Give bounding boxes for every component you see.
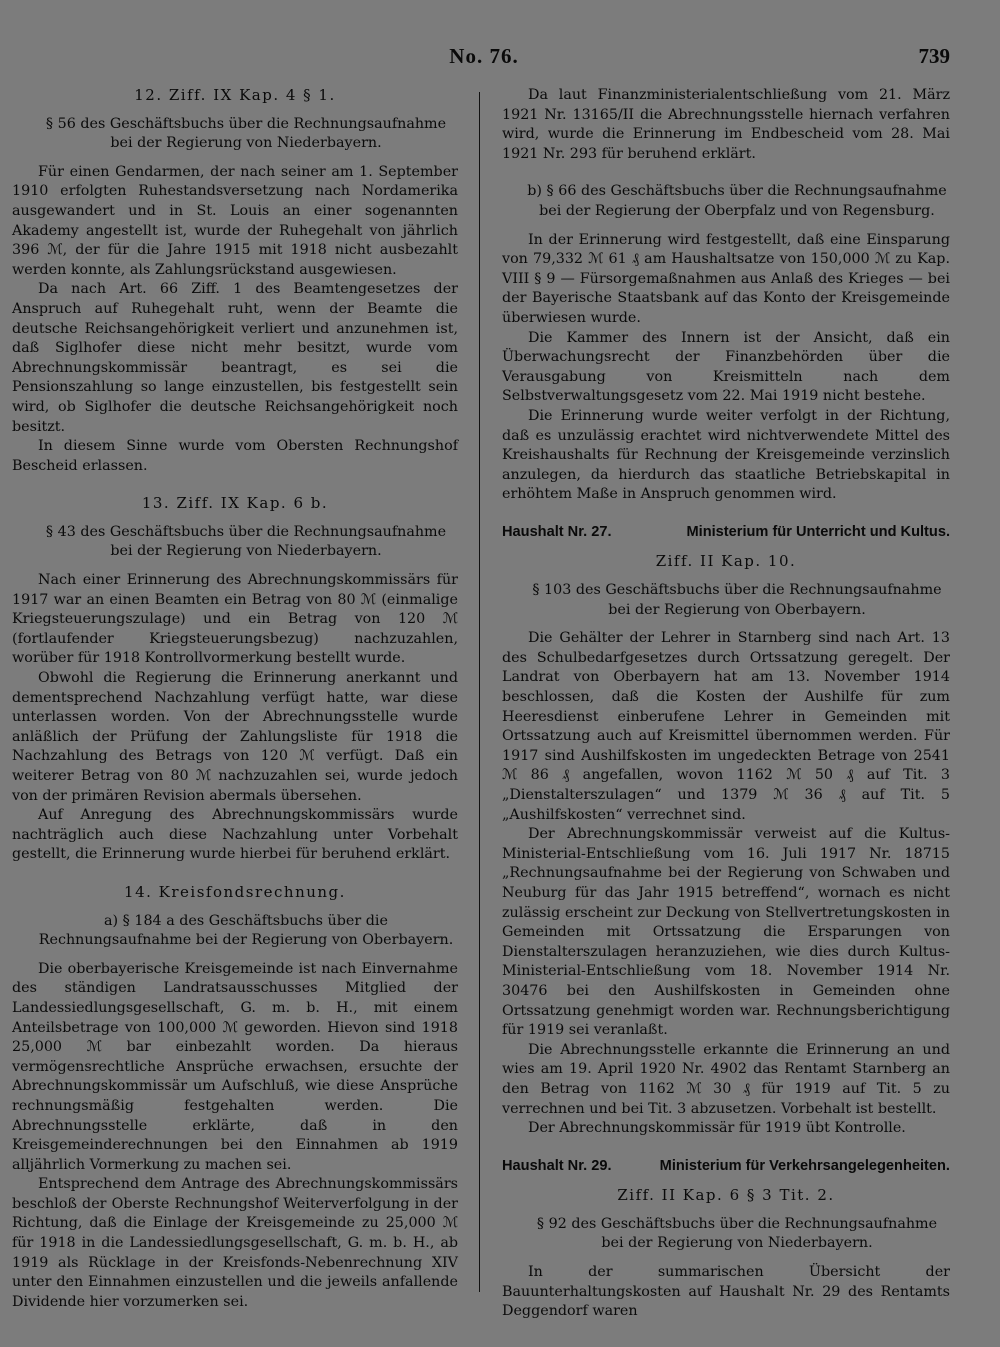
budget-heading [502, 523, 950, 543]
section-gap [502, 164, 950, 182]
paragraph: Die Kammer des Innern ist der Ansicht, daß ein Überwachungsrecht der Finanzbehörden über die Verausgabung von Kreismitteln nach dem Selbstverwaltungsgesetz vom 22. Mai 1919 nicht bestehe. [502, 329, 950, 405]
paragraph: Die Gehälter der Lehrer in Starnberg sind nach Art. 13 des Schulbedarfgesetzes durch Ortssatzung geregelt. Der Landrat von Oberbayern hat am 13. November 1914 beschlossen, daß die Kosten der Aushilfe für zum Heeresdienst einberufene Lehrer in Gemeinden mit Ortssatzung auch auf Kreismittel übernommen werden. Für 1917 sind Aushilfskosten im ungedeckten Betrage von 2541 ℳ 86 ₰ angefallen, wovon 1162 ℳ 50 ₰ auf Tit. 3 „Dienstalterszulagen“ und 1379 ℳ 36 ₰ auf Tit. 5 „Aushilfskosten“ verrechnet sind. [502, 630, 950, 823]
paragraph: Auf Anregung des Abrechnungskommissärs wurde nachträglich auch diese Nachzahlung unter Vorbehalt gestellt, die Erinnerung wurde hierbei für beruhend erklärt. [12, 807, 458, 863]
section-heading: 13. Ziff. IX Kap. 6 b. [141, 494, 329, 513]
budget-heading [502, 1157, 950, 1177]
section-heading: Ziff. II Kap. 10. [655, 552, 797, 571]
paragraph: Nach einer Erinnerung des Abrechnungskommissärs für 1917 war an einen Beamten ein Betrag von 80 ℳ (einmalige Kriegsteuerungszulage) und ein Betrag von 120 ℳ (fortlaufender Kriegsteuerungsbezug) nachzuzahlen, worüber für 1918 Kontrollvormerkung bestellt wurde. [12, 572, 458, 667]
reference-line: b) § 66 des Geschäftsbuchs über die Rechnungsaufnahme bei der Regierung der Oberpfalz und von Regensburg. [527, 183, 947, 219]
left-column [12, 86, 458, 1312]
paragraph: In der summarischen Übersicht der Bauunterhaltungskosten auf Haushalt Nr. 29 des Rentamts Deggendorf waren [502, 1264, 950, 1320]
section-gap [12, 476, 458, 494]
section-gap [502, 505, 950, 523]
budget-number: Haushalt Nr. 29. [502, 1157, 612, 1174]
paragraph: Der Abrechnungskommissär für 1919 übt Kontrolle. [528, 1120, 906, 1137]
section-heading: 14. Kreisfondsrechnung. [124, 882, 346, 901]
paragraph: In der Erinnerung wird festgestellt, daß eine Einsparung von 79,332 ℳ 61 ₰ am Haushaltsatze von 150,000 ℳ zu Kap. VIII § 9 — Fürsorgemaßnahmen aus Anlaß des Krieges — bei der Bayerische Staatsbank auf das Konto der Kreisgemeinde überwiesen wurde. [502, 231, 950, 326]
paragraph: In diesem Sinne wurde vom Obersten Rechnungshof Bescheid erlassen. [12, 438, 458, 474]
issue-number: No. 76. [449, 44, 519, 68]
ministry-name: Ministerium für Unterricht und Kultus. [686, 523, 950, 540]
paragraph: Obwohl die Regierung die Erinnerung anerkannt und dementsprechend Nachzahlung verfügt hatte, war diese unterlassen worden. Von der Abrechnungsstelle wurde anläßlich der Prüfung der Zahlungsliste für 1918 die Nachzahlung des Betrags von 120 ℳ verfügt. Daß ein weiterer Betrag von 80 ℳ nachzuzahlen sei, wurde jedoch von der primären Revision abermals übersehen. [12, 670, 458, 804]
paragraph: Entsprechend dem Antrage des Abrechnungskommissärs beschloß der Oberste Rechnungshof Weiterverfolgung in der Richtung, daß die Einlage der Kreisgemeinde zu 25,000 ℳ für 1918 in die Landessiedlungsgesellschaft, G. m. b. H., ab 1919 als Rücklage in der Kreisfonds-Nebenrechnung XIV unter den Einnahmen einzustellen und die jeweils anfallende Dividende hier vorzumerken sei. [12, 1176, 458, 1310]
section-heading: 12. Ziff. IX Kap. 4 § 1. [134, 86, 336, 104]
ministry-name: Ministerium für Verkehrsangelegenheiten. [659, 1157, 950, 1174]
reference-line: a) § 184 a des Geschäftsbuchs über die Rechnungsaufnahme bei der Regierung von Oberbayern. [38, 912, 454, 949]
paragraph: Da nach Art. 66 Ziff. 1 des Beamtengesetzes der Anspruch auf Ruhegehalt ruht, wenn der Beamte die deutsche Reichsangehörigkeit verliert und anzunehmen ist, daß Siglhofer diese nicht mehr besitzt, wurde vom Abrechnungskommissär beantragt, es sei die Pensionszahlung so lange einzustellen, bis festgestellt sein wird, ob Siglhofer die deutsche Reichsangehörigkeit noch besitzt. [12, 281, 458, 435]
section-gap [502, 1139, 950, 1157]
paragraph: Für einen Gendarmen, der nach seiner am 1. September 1910 erfolgten Ruhestandsversetzung nach Nordamerika ausgewandert und in St. Louis an einer sogenannten Akademy angestellt ist, wurde der Ruhegehalt von jährlich 396 ℳ, der für die Jahre 1915 mit 1918 nicht ausbezahlt werden konnte, als Zahlungsrückstand ausgewiesen. [12, 163, 458, 278]
reference-line: § 92 des Geschäftsbuchs über die Rechnungsaufnahme bei der Regierung von Niederbayern. [536, 1215, 938, 1252]
paragraph: Der Abrechnungskommissär verweist auf die Kultus-Ministerial-Entschließung vom 16. Juli 1917 Nr. 18715 „Rechnungsaufnahme bei der Regierung von Schwaben und Neuburg für das Jahr 1915 betreffend“, wornach es nicht zulässig erscheint zur Deckung von Stellvertretungskosten in Gemeinden mit Ortssatzung die Ersparungen von Dienstalterszulagen heranzuziehen, wie dies durch Kultus-Ministerial-Entschließung vom 18. November 1914 Nr. 30476 bei den Aushilfskosten in Gemeinden ohne Ortssatzung genehmigt worden war. Rechnungsberichtigung für 1919 sei veranlaßt. [502, 826, 950, 1039]
page-number: 739 [918, 44, 950, 68]
column-divider [479, 92, 480, 1292]
right-column [502, 86, 950, 1322]
paragraph: Die Abrechnungsstelle erkannte die Erinnerung an und wies am 19. April 1920 Nr. 4902 das Rentamt Starnberg an den Betrag von 1162 ℳ 30 ₰ für 1919 auf Tit. 5 zu verrechnen und bei Tit. 3 abzusetzen. Vorbehalt ist bestellt. [502, 1041, 950, 1117]
reference-line: § 103 des Geschäftsbuchs über die Rechnungsaufnahme bei der Regierung von Oberbayern. [532, 582, 942, 618]
paragraph: Da laut Finanzministerialentschließung vom 21. März 1921 Nr. 13165/II die Abrechnungsstelle hiernach verfahren wird, wurde die Erinnerung im Endbescheid vom 28. Mai 1921 Nr. 293 für beruhend erklärt. [502, 87, 950, 162]
paragraph: Die oberbayerische Kreisgemeinde ist nach Einvernahme des ständigen Landratsausschusses Mitglied der Landessiedlungsgesellschaft, G. m. b. H., mit einem Anteilsbetrage von 100,000 ℳ geworden. Hievon sind 1918 25,000 ℳ bar einbezahlt worden. Da hieraus vermögensrechtliche Ansprüche erwachsen, ersuchte der Abrechnungskommissär um Aufschluß, wie diese Ansprüche rechnungsmäßig festgehalten werden. Die Abrechnungsstelle erklärte, daß in den Kreisgemeinderechnungen bei den Einnahmen ab 1919 alljährlich Vormerkung zu machen sei. [12, 960, 458, 1173]
section-gap [12, 865, 458, 883]
reference-line: § 56 des Geschäftsbuchs über die Rechnungsaufnahme bei der Regierung von Niederbayern. [45, 115, 447, 152]
paragraph: Die Erinnerung wurde weiter verfolgt in der Richtung, daß es unzulässig erachtet wird nichtverwendete Mittel des Kreishaushalts für Rechnung der Kreisgemeinde verzinslich anzulegen, da hierdurch das staatliche Betriebskapital in erhöhtem Maße in Anspruch genommen wird. [502, 407, 950, 503]
section-heading: Ziff. II Kap. 6 § 3 Tit. 2. [617, 1186, 835, 1205]
budget-number: Haushalt Nr. 27. [502, 523, 612, 540]
reference-line: § 43 des Geschäftsbuchs über die Rechnungsaufnahme bei der Regierung von Niederbayern. [45, 523, 447, 560]
